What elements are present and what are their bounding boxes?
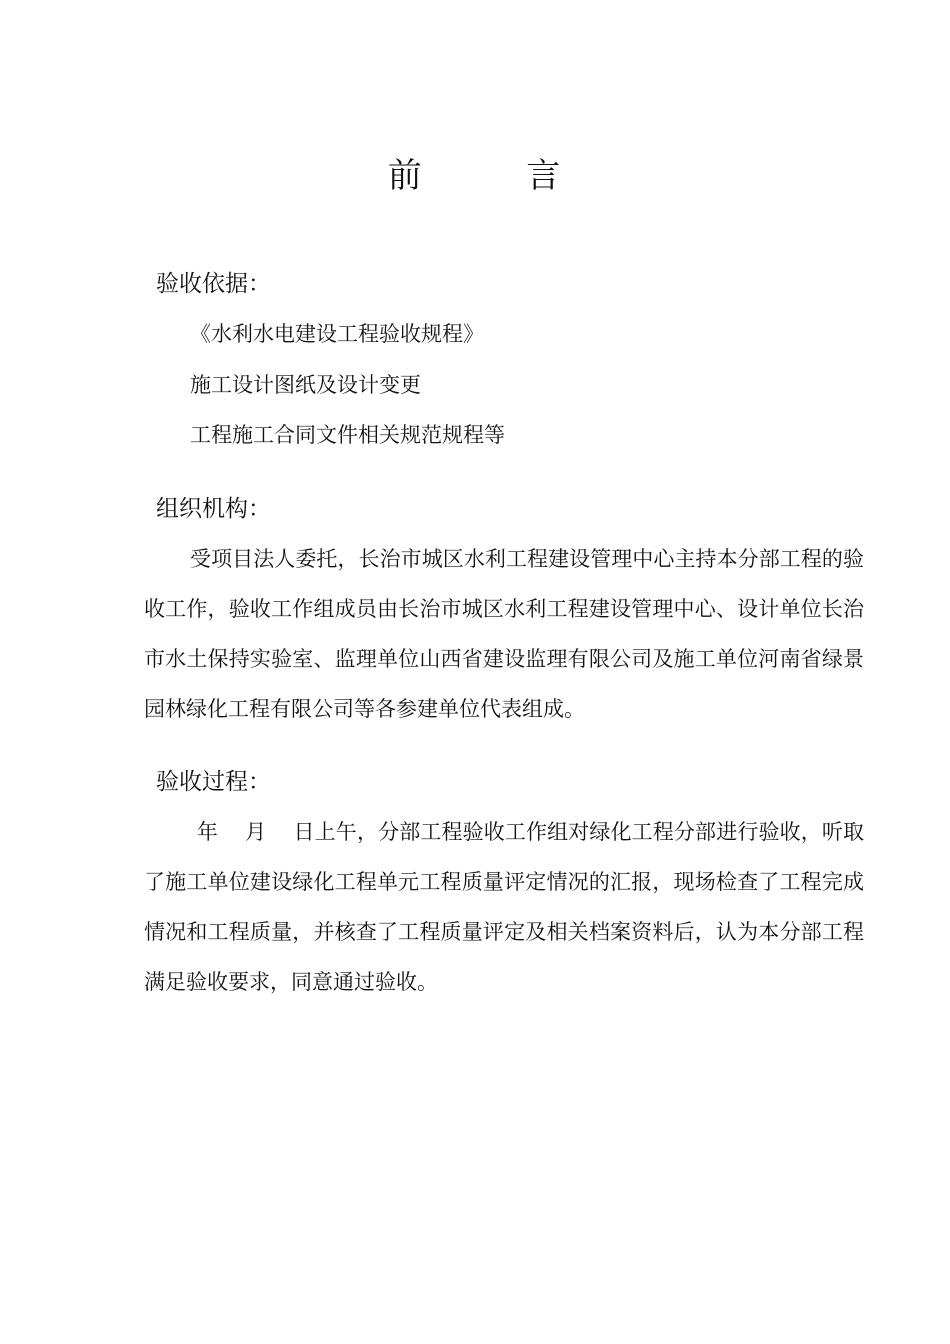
organization-paragraph: 受项目法人委托，长治市城区水利工程建设管理中心主持本分部工程的验收工作，验收工作组成员由长治市城区水利工程建设管理中心、设计单位长治市水土保持实验室、监理单位山西省建设监理有限公司及施工单位河南省绿景园林绿化工程有限公司等各参建单位代表组成。 [144, 547, 864, 721]
acceptance-process-paragraph: 年 月 日上午，分部工程验收工作组对绿化工程分部进行验收，听取了施工单位建设绿化工程单元工程质量评定情况的汇报，现场检查了工程完成情况和工程质量，并核查了工程质量评定及相关档案资料后，认为本分部工程满足验收要求，同意通过验收。 [144, 820, 864, 994]
section-heading-acceptance-process: 验收过程： [156, 769, 271, 795]
basis-item-design-drawings: 施工设计图纸及设计变更 [190, 373, 421, 397]
section-heading-organization: 组织机构： [156, 496, 271, 522]
section-heading-acceptance-basis: 验收依据： [156, 271, 271, 297]
basis-item-contract-documents: 工程施工合同文件相关规范规程等 [190, 423, 505, 447]
page-title: 前 言 [387, 156, 563, 196]
basis-item-regulation: 《水利水电建设工程验收规程》 [190, 322, 484, 346]
